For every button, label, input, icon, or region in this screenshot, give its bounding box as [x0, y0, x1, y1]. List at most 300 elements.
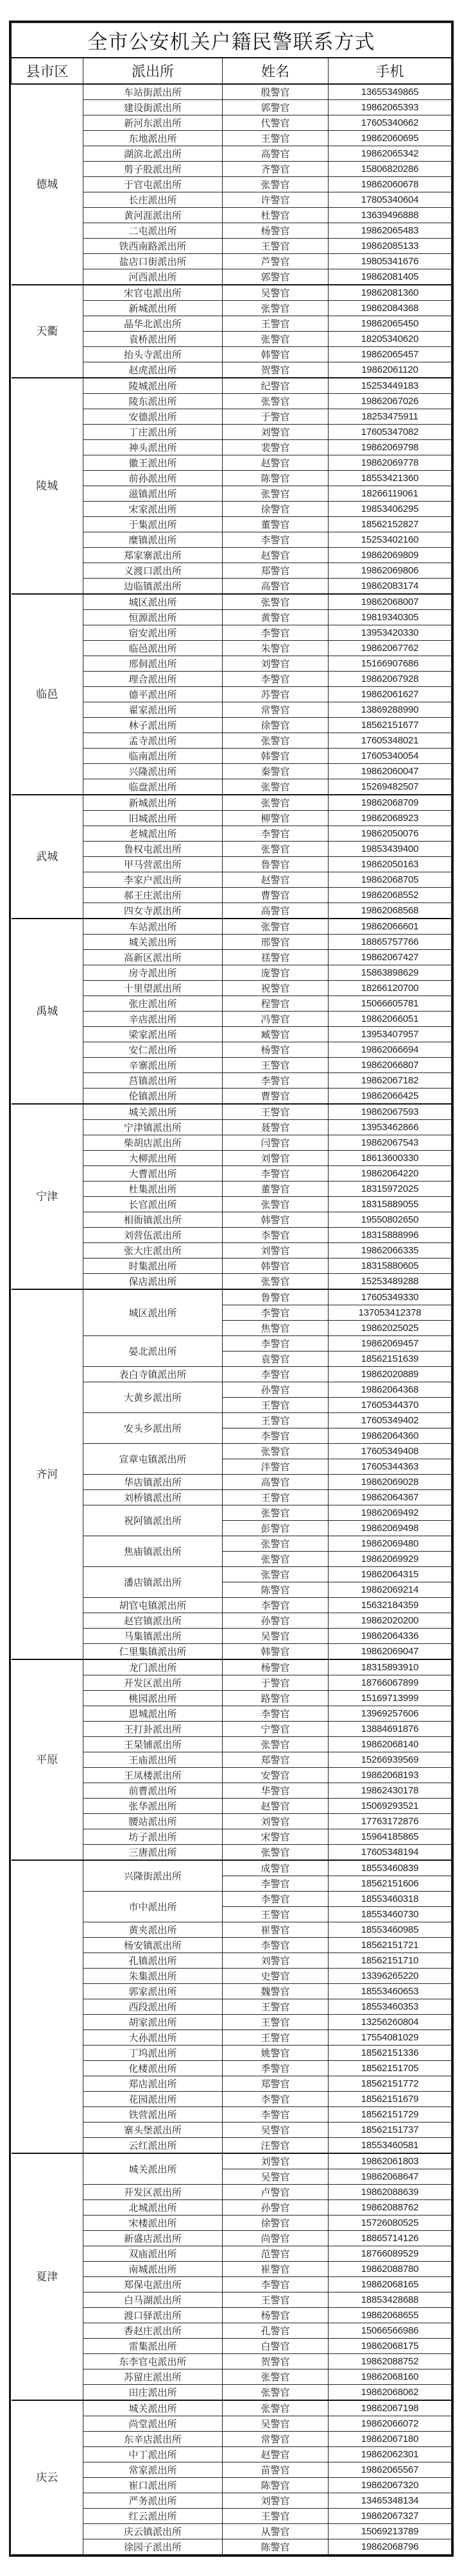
station-cell: 梁家派出所	[83, 1027, 223, 1042]
station-cell: 三唐派出所	[83, 1845, 223, 1861]
officer-name-cell: 张警官	[223, 1197, 329, 1212]
officer-name-cell: 张警官	[223, 2385, 329, 2401]
phone-number-cell: 19853439400	[329, 842, 452, 857]
station-cell: 胡家派出所	[83, 2015, 223, 2030]
phone-number-cell: 18315893910	[329, 1659, 452, 1675]
station-cell: 恩城派出所	[83, 1706, 223, 1722]
station-cell: 长官派出所	[83, 1197, 223, 1212]
phone-number-cell: 18553460318	[329, 1892, 452, 1907]
officer-name-cell: 吴警官	[223, 1629, 329, 1644]
officer-name-cell: 刘警官	[223, 1151, 329, 1166]
officer-name-cell: 王警官	[223, 1058, 329, 1073]
phone-number-cell: 13953462866	[329, 1120, 452, 1135]
officer-name-cell: 赵警官	[223, 455, 329, 471]
officer-name-cell: 张警官	[223, 394, 329, 409]
phone-number-cell: 15964185865	[329, 1829, 452, 1845]
officer-name-cell: 孙警官	[223, 1613, 329, 1629]
officer-name-cell: 李警官	[223, 625, 329, 641]
station-cell: 云红派出所	[83, 2138, 223, 2154]
station-cell: 东地派出所	[83, 131, 223, 146]
officer-name-cell: 陈警官	[223, 2539, 329, 2555]
phone-number-cell: 13639496888	[329, 208, 452, 223]
phone-number-cell: 18562151737	[329, 2123, 452, 2138]
station-cell: 开发区派出所	[83, 2185, 223, 2200]
station-cell: 杜集派出所	[83, 1182, 223, 1197]
officer-name-cell: 刘警官	[223, 2493, 329, 2509]
phone-number-cell: 19862069480	[329, 1536, 452, 1552]
phone-number-cell: 19862069498	[329, 1521, 452, 1536]
officer-name-cell: 张警官	[223, 1567, 329, 1582]
station-cell: 郝王庄派出所	[83, 888, 223, 903]
table-row	[12, 1860, 452, 1876]
phone-number-cell: 19862067928	[329, 672, 452, 687]
officer-name-cell: 李警官	[223, 1166, 329, 1182]
officer-name-cell: 尚警官	[223, 2231, 329, 2246]
contact-table	[11, 22, 452, 2555]
officer-name-cell: 李警官	[223, 1228, 329, 1243]
officer-name-cell: 张警官	[223, 919, 329, 935]
station-cell: 刘桥镇派出所	[83, 1490, 223, 1505]
officer-name-cell: 张警官	[223, 1274, 329, 1290]
station-cell: 临盘派出所	[83, 779, 223, 795]
officer-name-cell: 张警官	[223, 1505, 329, 1521]
county-cell: 夏津	[12, 2153, 83, 2400]
officer-name-cell: 高警官	[223, 579, 329, 595]
phone-number-cell: 19862061120	[329, 362, 452, 378]
phone-number-cell: 18562151772	[329, 2076, 452, 2092]
county-cell: 天衢	[12, 285, 83, 378]
officer-name-cell: 李警官	[223, 2107, 329, 2123]
officer-name-cell: 邢警官	[223, 935, 329, 950]
phone-number-cell: 18865714126	[329, 2231, 452, 2246]
station-cell: 赵官镇派出所	[83, 1613, 223, 1629]
phone-number-cell: 18562151336	[329, 2046, 452, 2061]
county-cell: 陵城	[12, 378, 83, 594]
station-cell: 安仁派出所	[83, 1042, 223, 1058]
phone-number-cell: 19862067593	[329, 1104, 452, 1120]
county-cell: 德城	[12, 84, 83, 285]
officer-name-cell: 纪警官	[223, 378, 329, 394]
officer-name-cell: 陈警官	[223, 2478, 329, 2493]
station-cell: 安德派出所	[83, 409, 223, 425]
officer-name-cell: 殷警官	[223, 84, 329, 100]
officer-name-cell: 汪警官	[223, 2138, 329, 2154]
station-cell: 临邑派出所	[83, 641, 223, 656]
phone-number-cell: 13969257606	[329, 1706, 452, 1722]
phone-number-cell: 18315889055	[329, 1197, 452, 1212]
officer-name-cell: 齐警官	[223, 162, 329, 177]
station-cell: 北城派出所	[83, 2200, 223, 2216]
contact-table-sheet	[9, 21, 454, 2557]
phone-number-cell: 18553460985	[329, 1922, 452, 1938]
officer-name-cell: 柳警官	[223, 811, 329, 826]
officer-name-cell: 王警官	[223, 239, 329, 254]
officer-name-cell: 陈警官	[223, 471, 329, 486]
phone-number-cell: 19862069798	[329, 440, 452, 455]
officer-name-cell: 李警官	[223, 2092, 329, 2107]
table-row	[12, 795, 452, 811]
phone-number-cell: 19862064368	[329, 1382, 452, 1398]
station-cell: 前曹派出所	[83, 1783, 223, 1799]
officer-name-cell: 李警官	[223, 1938, 329, 1953]
station-cell: 王杲铺派出所	[83, 1737, 223, 1752]
officer-name-cell: 袁警官	[223, 1352, 329, 1367]
table-row	[12, 1289, 452, 1305]
station-cell: 湖滨北派出所	[83, 146, 223, 162]
phone-number-cell: 19862068552	[329, 888, 452, 903]
phone-number-cell: 15066605781	[329, 996, 452, 1012]
officer-name-cell: 高警官	[223, 903, 329, 919]
phone-number-cell: 19862050163	[329, 857, 452, 872]
phone-number-cell: 13655349865	[329, 84, 452, 100]
phone-number-cell: 19862061803	[329, 2153, 452, 2169]
station-cell: 郭家派出所	[83, 1984, 223, 1999]
station-cell: 仁里集镇派出所	[83, 1644, 223, 1660]
officer-name-cell: 张警官	[223, 2369, 329, 2385]
station-cell: 刘营伍派出所	[83, 1228, 223, 1243]
phone-number-cell: 18613600330	[329, 1151, 452, 1166]
station-cell: 祝阿镇派出所	[83, 1505, 223, 1536]
officer-name-cell: 朱警官	[223, 641, 329, 656]
officer-name-cell: 禚警官	[223, 950, 329, 965]
officer-name-cell: 季警官	[223, 2061, 329, 2076]
officer-name-cell: 张警官	[223, 1845, 329, 1861]
officer-name-cell: 郭警官	[223, 269, 329, 285]
phone-number-cell: 19862067320	[329, 2478, 452, 2493]
station-cell: 张庄派出所	[83, 996, 223, 1012]
officer-name-cell: 彭警官	[223, 1521, 329, 1536]
phone-number-cell: 19862066425	[329, 1089, 452, 1105]
officer-name-cell: 赵警官	[223, 1799, 329, 1814]
officer-name-cell: 宁警官	[223, 1722, 329, 1737]
station-cell: 德平派出所	[83, 687, 223, 702]
station-cell: 大孙派出所	[83, 2030, 223, 2046]
station-cell: 伦镇派出所	[83, 1089, 223, 1105]
officer-name-cell: 鲁警官	[223, 857, 329, 872]
station-cell: 辛寨派出所	[83, 1058, 223, 1073]
phone-number-cell: 19862060678	[329, 177, 452, 192]
officer-name-cell: 许警官	[223, 192, 329, 208]
station-cell: 黄河涯派出所	[83, 208, 223, 223]
officer-name-cell: 安警官	[223, 1768, 329, 1783]
officer-name-cell: 韩警官	[223, 347, 329, 362]
phone-number-cell: 19862088762	[329, 2200, 452, 2216]
station-cell: 晏北派出所	[83, 1336, 223, 1367]
phone-number-cell: 19862068796	[329, 2539, 452, 2555]
station-cell: 保店派出所	[83, 1274, 223, 1290]
officer-name-cell: 华警官	[223, 1783, 329, 1799]
phone-number-cell: 19862068647	[329, 2169, 452, 2185]
county-cell: 武城	[12, 795, 83, 919]
phone-number-cell: 19862069492	[329, 1505, 452, 1521]
phone-number-cell: 19862062301	[329, 2447, 452, 2462]
station-cell: 渡口驿派出所	[83, 2308, 223, 2323]
phone-number-cell: 19862069028	[329, 1475, 452, 1490]
phone-number-cell: 19862065457	[329, 347, 452, 362]
phone-number-cell: 17763172876	[329, 1814, 452, 1829]
station-cell: 王打卦派出所	[83, 1722, 223, 1737]
phone-number-cell: 18553460839	[329, 1860, 452, 1876]
station-cell: 陵东派出所	[83, 394, 223, 409]
phone-number-cell: 15806820286	[329, 162, 452, 177]
officer-name-cell: 李警官	[223, 1305, 329, 1321]
officer-name-cell: 李警官	[223, 826, 329, 842]
station-cell: 郑店派出所	[83, 2076, 223, 2092]
phone-number-cell: 17605344363	[329, 1459, 452, 1475]
phone-number-cell: 19862069778	[329, 455, 452, 471]
station-cell: 东李官屯派出所	[83, 2354, 223, 2369]
phone-number-cell: 19862025025	[329, 1321, 452, 1336]
officer-name-cell: 韩警官	[223, 1258, 329, 1274]
phone-number-cell: 19862069457	[329, 1336, 452, 1352]
phone-number-cell: 18562152827	[329, 517, 452, 532]
phone-number-cell: 19862068705	[329, 872, 452, 888]
station-cell: 旧城派出所	[83, 811, 223, 826]
phone-number-cell: 18266119061	[329, 486, 452, 502]
phone-number-cell: 19862067427	[329, 950, 452, 965]
phone-number-cell: 19862081405	[329, 269, 452, 285]
phone-number-cell: 15726080525	[329, 2216, 452, 2231]
phone-number-cell: 15266939569	[329, 1752, 452, 1768]
officer-name-cell: 王警官	[223, 1907, 329, 1922]
officer-name-cell: 张警官	[223, 486, 329, 502]
phone-number-cell: 18553460730	[329, 1907, 452, 1922]
phone-number-cell: 18766089529	[329, 2246, 452, 2262]
station-cell: 庆云镇派出所	[83, 2524, 223, 2539]
station-cell: 于官屯派出所	[83, 177, 223, 192]
officer-name-cell: 李警官	[223, 672, 329, 687]
station-cell: 开发区派出所	[83, 1675, 223, 1691]
station-cell: 寨头堡派出所	[83, 2123, 223, 2138]
station-cell: 安头乡派出所	[83, 1413, 223, 1444]
phone-number-cell: 15863898629	[329, 965, 452, 981]
officer-name-cell: 贺警官	[223, 362, 329, 378]
phone-number-cell: 19862068655	[329, 2308, 452, 2323]
station-cell: 丁坞派出所	[83, 2046, 223, 2061]
station-cell: 尚堂派出所	[83, 2416, 223, 2432]
station-cell: 四女寺派出所	[83, 903, 223, 919]
station-cell: 杨安镇派出所	[83, 1938, 223, 1953]
station-cell: 南城派出所	[83, 2262, 223, 2277]
phone-number-cell: 18553460653	[329, 1984, 452, 1999]
officer-name-cell: 常警官	[223, 702, 329, 718]
station-cell: 晶华北派出所	[83, 316, 223, 332]
phone-number-cell: 19862069806	[329, 563, 452, 579]
station-cell: 临南派出所	[83, 749, 223, 764]
officer-name-cell: 苏警官	[223, 687, 329, 702]
phone-number-cell: 15166907686	[329, 656, 452, 672]
officer-name-cell: 李警官	[223, 532, 329, 548]
station-cell: 陵城派出所	[83, 378, 223, 394]
phone-number-cell: 15069213789	[329, 2524, 452, 2539]
phone-number-cell: 19862064367	[329, 1490, 452, 1505]
station-cell: 焦庙镇派出所	[83, 1536, 223, 1567]
phone-number-cell: 19862067182	[329, 1073, 452, 1089]
phone-number-cell: 15253402160	[329, 532, 452, 548]
phone-number-cell: 18562151710	[329, 1953, 452, 1969]
officer-name-cell: 张警官	[223, 332, 329, 347]
station-cell: 孔镇派出所	[83, 1953, 223, 1969]
officer-name-cell: 赵警官	[223, 548, 329, 563]
station-cell: 滋镇派出所	[83, 486, 223, 502]
station-cell: 苏留庄派出所	[83, 2369, 223, 2385]
phone-number-cell: 19862081360	[329, 285, 452, 301]
officer-name-cell: 李警官	[223, 1336, 329, 1352]
station-cell: 城关派出所	[83, 2400, 223, 2416]
officer-name-cell: 董警官	[223, 1182, 329, 1197]
officer-name-cell: 董警官	[223, 517, 329, 532]
phone-number-cell: 19862066694	[329, 1042, 452, 1058]
phone-number-cell: 19862067543	[329, 1135, 452, 1151]
phone-number-cell: 18562151705	[329, 2061, 452, 2076]
station-cell: 兴隆街派出所	[83, 1860, 223, 1892]
officer-name-cell: 徐警官	[223, 2216, 329, 2231]
officer-name-cell: 裴警官	[223, 440, 329, 455]
phone-number-cell: 19862085133	[329, 239, 452, 254]
phone-number-cell: 19862068007	[329, 594, 452, 610]
station-cell: 高新区派出所	[83, 950, 223, 965]
officer-name-cell: 杜警官	[223, 208, 329, 223]
officer-name-cell: 吴警官	[223, 2123, 329, 2138]
station-cell: 张大庄派出所	[83, 1243, 223, 1258]
officer-name-cell: 刘警官	[223, 1243, 329, 1258]
officer-name-cell: 从警官	[223, 2524, 329, 2539]
phone-number-cell: 19862067026	[329, 394, 452, 409]
station-cell: 甲马营派出所	[83, 857, 223, 872]
officer-name-cell: 赵警官	[223, 2447, 329, 2462]
officer-name-cell: 王警官	[223, 1490, 329, 1505]
station-cell: 赵虎派出所	[83, 362, 223, 378]
column-header-station: 派出所	[83, 58, 223, 84]
station-cell: 宋家派出所	[83, 502, 223, 517]
officer-name-cell: 冯警官	[223, 1012, 329, 1027]
officer-name-cell: 吴警官	[223, 2169, 329, 2185]
station-cell: 西段派出所	[83, 1999, 223, 2015]
phone-number-cell: 19862068165	[329, 2277, 452, 2292]
phone-number-cell: 17554081029	[329, 2030, 452, 2046]
officer-name-cell: 王警官	[223, 2015, 329, 2030]
station-cell: 红云派出所	[83, 2509, 223, 2524]
phone-number-cell: 19862060047	[329, 764, 452, 779]
table-row	[12, 2400, 452, 2416]
station-cell: 建设街派出所	[83, 100, 223, 115]
officer-name-cell: 王警官	[223, 316, 329, 332]
table-row	[12, 285, 452, 301]
phone-number-cell: 19550802650	[329, 1212, 452, 1228]
phone-number-cell: 19862065450	[329, 316, 452, 332]
station-cell: 神头派出所	[83, 440, 223, 455]
phone-number-cell: 19862068062	[329, 2385, 452, 2401]
officer-name-cell: 李警官	[223, 1598, 329, 1613]
phone-number-cell: 19862020200	[329, 1613, 452, 1629]
officer-name-cell: 祝警官	[223, 981, 329, 996]
phone-number-cell: 19862020889	[329, 1367, 452, 1382]
phone-number-cell: 19862067327	[329, 2509, 452, 2524]
phone-number-cell: 17605347082	[329, 425, 452, 440]
officer-name-cell: 刘警官	[223, 425, 329, 440]
station-cell: 柴胡店派出所	[83, 1135, 223, 1151]
officer-name-cell: 贺警官	[223, 2354, 329, 2369]
station-cell: 潘店镇派出所	[83, 1567, 223, 1598]
station-cell: 李家户派出所	[83, 872, 223, 888]
page-title: 全市公安机关户籍民警联系方式	[12, 23, 452, 58]
phone-number-cell: 19862065342	[329, 146, 452, 162]
table-row	[12, 594, 452, 610]
officer-name-cell: 焦警官	[223, 1321, 329, 1336]
officer-name-cell: 刘警官	[223, 656, 329, 672]
county-cell: 齐河	[12, 1289, 83, 1659]
county-cell: 禹城	[12, 919, 83, 1104]
phone-number-cell: 15169713999	[329, 1691, 452, 1706]
phone-number-cell: 15253449183	[329, 378, 452, 394]
phone-number-cell: 18315972025	[329, 1182, 452, 1197]
station-cell: 盐店口街派出所	[83, 254, 223, 269]
station-cell: 白马湖派出所	[83, 2292, 223, 2308]
station-cell: 郑保屯派出所	[83, 2277, 223, 2292]
phone-number-cell: 19862067198	[329, 2400, 452, 2416]
station-cell: 邢侗派出所	[83, 656, 223, 672]
station-cell: 香赵庄派出所	[83, 2323, 223, 2339]
officer-name-cell: 赵警官	[223, 872, 329, 888]
station-cell: 城关派出所	[83, 1104, 223, 1120]
station-cell: 孟寺派出所	[83, 733, 223, 749]
phone-number-cell: 15632184359	[329, 1598, 452, 1613]
station-cell: 新盛店派出所	[83, 2231, 223, 2246]
phone-number-cell: 18315888996	[329, 1228, 452, 1243]
phone-number-cell: 13465348134	[329, 2493, 452, 2509]
officer-name-cell: 郑警官	[223, 1752, 329, 1768]
station-cell: 华店镇派出所	[83, 1475, 223, 1490]
station-cell: 房寺派出所	[83, 965, 223, 981]
phone-number-cell: 19862064315	[329, 1567, 452, 1582]
station-cell: 城区派出所	[83, 594, 223, 610]
officer-name-cell: 范警官	[223, 2246, 329, 2262]
phone-number-cell: 17605340054	[329, 749, 452, 764]
phone-number-cell: 18562151721	[329, 1938, 452, 1953]
officer-name-cell: 张警官	[223, 779, 329, 795]
phone-number-cell: 19862068568	[329, 903, 452, 919]
phone-number-cell: 19862066601	[329, 919, 452, 935]
officer-name-cell: 郑警官	[223, 563, 329, 579]
phone-number-cell: 19805341676	[329, 254, 452, 269]
station-cell: 理合派出所	[83, 672, 223, 687]
station-cell: 大曹派出所	[83, 1166, 223, 1182]
officer-name-cell: 杨警官	[223, 223, 329, 239]
phone-number-cell: 19862083174	[329, 579, 452, 595]
phone-number-cell: 19862068140	[329, 1737, 452, 1752]
officer-name-cell: 张警官	[223, 1444, 329, 1459]
phone-number-cell: 18562151679	[329, 2092, 452, 2107]
station-cell: 徐园子派出所	[83, 2539, 223, 2555]
officer-name-cell: 刘警官	[223, 1953, 329, 1969]
station-cell: 糜镇派出所	[83, 532, 223, 548]
officer-name-cell: 王警官	[223, 1413, 329, 1428]
phone-number-cell: 19862064360	[329, 1428, 452, 1444]
station-cell: 化楼派出所	[83, 2061, 223, 2076]
officer-name-cell: 徐警官	[223, 502, 329, 517]
officer-name-cell: 于警官	[223, 1675, 329, 1691]
station-cell: 严务派出所	[83, 2493, 223, 2509]
officer-name-cell: 韩警官	[223, 1212, 329, 1228]
officer-name-cell: 臧警官	[223, 1027, 329, 1042]
station-cell: 新城派出所	[83, 795, 223, 811]
phone-number-cell: 19862068923	[329, 811, 452, 826]
table-body	[12, 84, 452, 2555]
station-cell: 大柳派出所	[83, 1151, 223, 1166]
station-cell: 翟家派出所	[83, 702, 223, 718]
officer-name-cell: 王警官	[223, 2030, 329, 2046]
officer-name-cell: 李警官	[223, 1428, 329, 1444]
